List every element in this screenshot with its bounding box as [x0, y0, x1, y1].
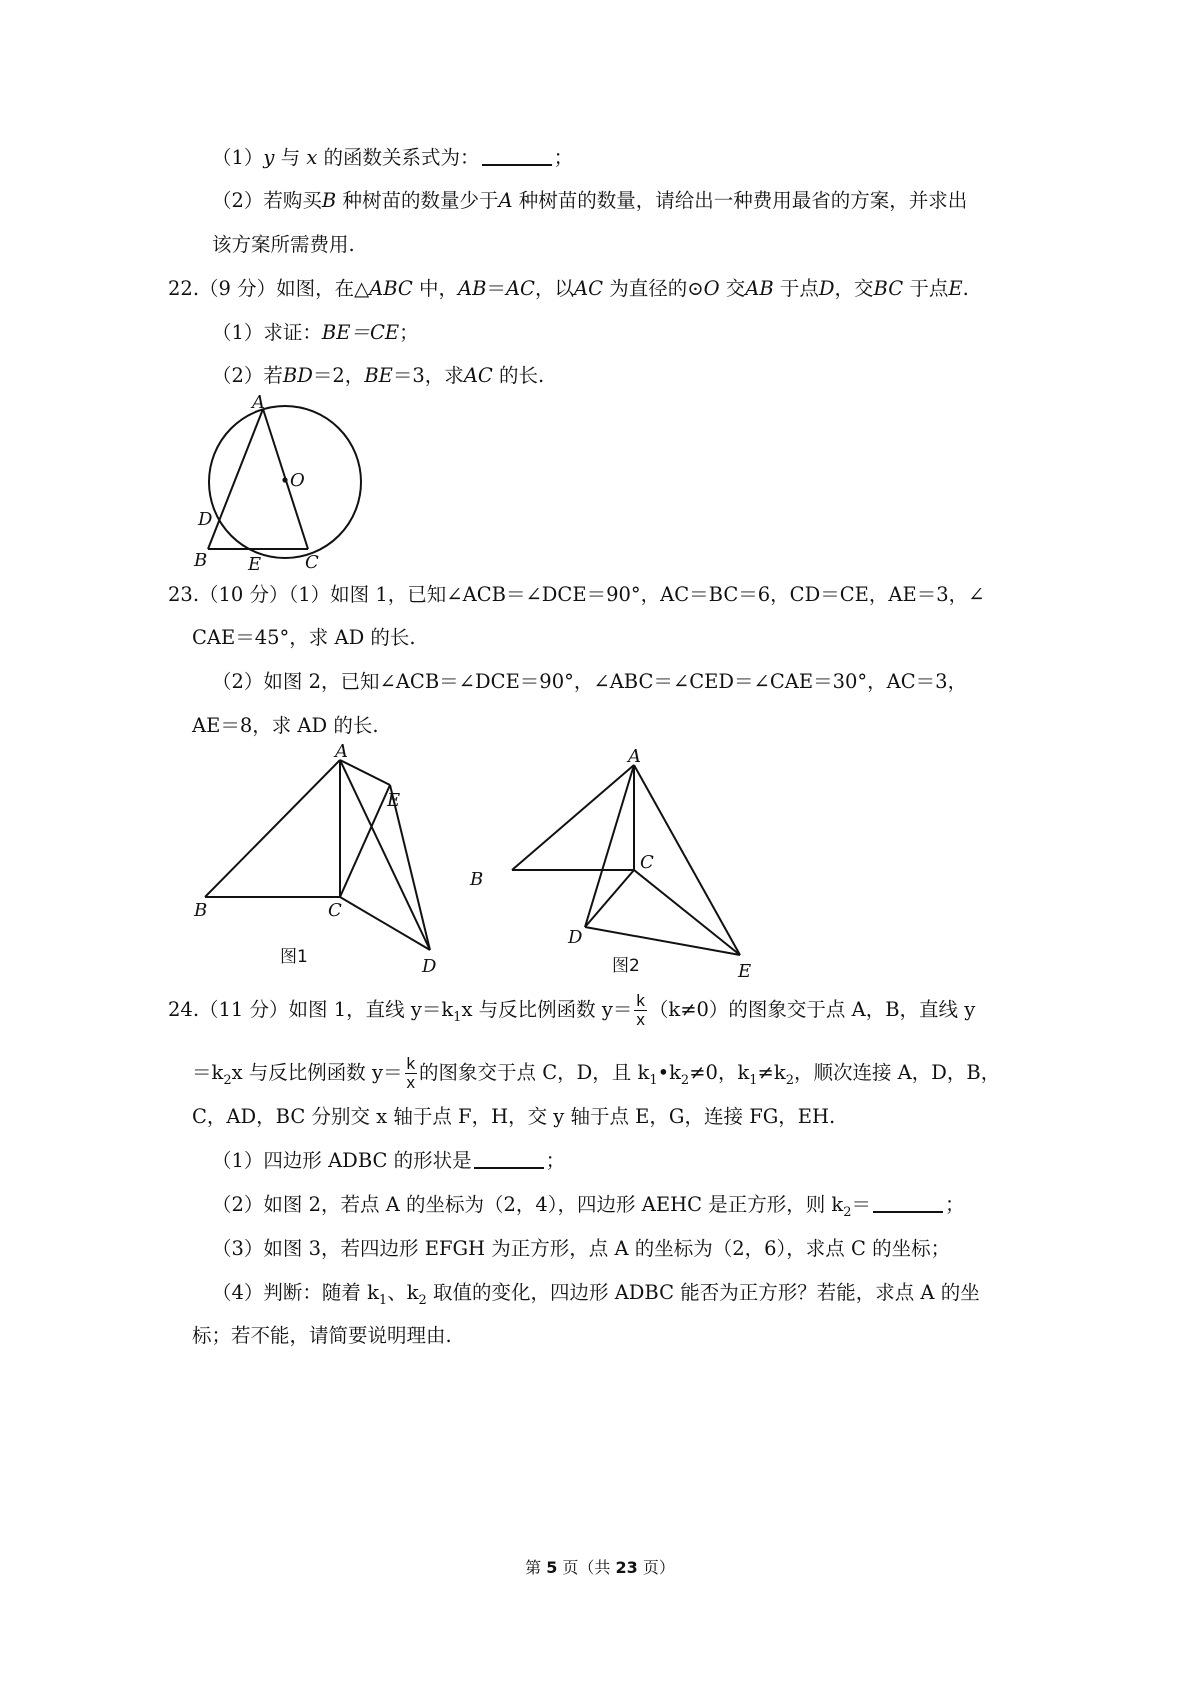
- footer-c: 页）: [637, 1558, 675, 1577]
- var-x: x: [306, 146, 318, 169]
- q24-l2-f: ≠k: [757, 1061, 786, 1084]
- q21-part1: [212, 145, 573, 171]
- q21-p1-mid: 与: [274, 146, 307, 169]
- q24-l2-e: ≠0，k: [689, 1061, 750, 1084]
- var-y: y: [263, 146, 275, 169]
- q22-part1: [212, 320, 419, 346]
- segment-ab: [208, 409, 263, 549]
- q22-p1-expr: BE＝CE: [321, 321, 400, 344]
- f1-ad: [340, 760, 430, 950]
- q24-p4-s2: 2: [418, 1292, 427, 1308]
- q22-h-d: ，以: [534, 277, 574, 300]
- f2-label-e: E: [738, 961, 752, 982]
- q24-part4-cont: 标；若不能，请简要说明理由.: [192, 1324, 452, 1347]
- q24-l1-a: 24.（11 分）如图 1，直线 y＝k: [168, 998, 454, 1021]
- q24-l2-a: ＝k: [192, 1061, 224, 1084]
- var-B: B: [321, 189, 337, 212]
- center-point: [282, 477, 287, 482]
- q24-sub-1: 1: [453, 1009, 462, 1025]
- q22-p2-BD: BD: [282, 364, 313, 387]
- q23-line1: 23.（10 分）（1）如图 1，已知∠ACB＝∠DCE＝90°，AC＝BC＝6，CD＝CE，AE＝3，∠: [168, 583, 985, 606]
- q24-p1-a: （1）四边形 ADBC 的形状是: [212, 1149, 472, 1172]
- f1-ab: [205, 760, 340, 897]
- frac-numerator: k: [636, 991, 645, 1010]
- f2-cd: [585, 870, 634, 927]
- label-d: D: [198, 509, 213, 530]
- q22-p2-b: ＝2，: [312, 364, 365, 387]
- q21-p1-prefix: （1）: [212, 146, 264, 169]
- q23-line2: CAE＝45°，求 AD 的长.: [192, 626, 416, 649]
- figure-1-caption: 图1: [280, 947, 308, 967]
- label-a: A: [252, 392, 265, 413]
- var-A: A: [498, 189, 513, 212]
- q22-h-i: 于点: [903, 277, 949, 300]
- fraction-k-over-x-2: [405, 1055, 418, 1092]
- q24-l2-g: ，顺次连接 A，D，B，: [793, 1061, 1001, 1084]
- q23-line3: （2）如图 2，已知∠ACB＝∠DCE＝90°，∠ABC＝∠CED＝∠CAE＝30°，AC＝3，: [212, 670, 968, 693]
- label-b: B: [194, 550, 208, 571]
- f1-ce: [340, 785, 390, 897]
- q24-l2-s1: 1: [649, 1072, 658, 1088]
- q22-p2-c: ＝3，求: [392, 364, 464, 387]
- f1-label-b: B: [194, 900, 208, 921]
- q22-h-f: 交: [719, 277, 746, 300]
- q22-header: [168, 276, 969, 302]
- q22-h-ABC: ABC: [369, 277, 413, 300]
- f2-label-d: D: [568, 927, 583, 948]
- q24-l2-s3: 1: [749, 1072, 758, 1088]
- q23-figure2: [470, 745, 800, 985]
- q22-p1-end: ；: [399, 321, 419, 344]
- q21-p2-b: 种树苗的数量少于: [336, 189, 499, 212]
- q24-l2-sub: 2: [223, 1072, 232, 1088]
- q21-part2: [212, 188, 967, 214]
- q24-l2-s4: 2: [785, 1072, 794, 1088]
- f1-label-c: C: [328, 900, 342, 921]
- q22-h-AB1: AB: [458, 277, 487, 300]
- f2-label-a: A: [628, 746, 641, 767]
- q22-h-BC: BC: [873, 277, 904, 300]
- q24-p4-b: 、k: [387, 1281, 419, 1304]
- q24-l2-d: •k: [657, 1061, 681, 1084]
- footer-a: 第: [525, 1558, 547, 1577]
- f2-ad: [585, 765, 634, 927]
- q22-h-AC2: AC: [574, 277, 604, 300]
- q22-part2: [212, 363, 544, 389]
- q22-h-E: E: [948, 277, 963, 300]
- q22-h-AB2: AB: [745, 277, 774, 300]
- q22-p1-a: （1）求证：: [212, 321, 322, 344]
- q24-l1-c: （k≠0）的图象交于点 A，B，直线 y: [648, 998, 976, 1021]
- q22-p2-d: 的长.: [492, 364, 545, 387]
- page-number: 5: [546, 1558, 558, 1577]
- f1-label-d: D: [422, 956, 437, 977]
- q22-figure: [180, 392, 410, 582]
- q24-part2: [212, 1192, 965, 1226]
- footer-b: 页（共: [557, 1558, 616, 1577]
- q22-h-j: .: [962, 277, 969, 300]
- q22-h-O: O: [703, 277, 720, 300]
- q24-p4-c: 取值的变化，四边形 ADBC 能否为正方形？若能，求点 A 的坐: [426, 1281, 980, 1304]
- q22-p2-a: （2）若: [212, 364, 283, 387]
- q24-l2-s2: 2: [680, 1072, 690, 1088]
- q22-h-a: 22.（9 分）如图，在△: [168, 277, 370, 300]
- answer-blank-3[interactable]: [873, 1193, 943, 1213]
- fraction-k-over-x: [634, 992, 647, 1029]
- q24-line1: [168, 992, 975, 1031]
- f2-label-c: C: [640, 852, 654, 873]
- q22-h-D: D: [818, 277, 835, 300]
- f1-ae: [340, 760, 390, 785]
- answer-blank-2[interactable]: [474, 1149, 544, 1169]
- q21-p2-c: 种树苗的数量，请给出一种费用最省的方案，并求出: [512, 189, 968, 212]
- answer-blank[interactable]: [482, 146, 552, 166]
- label-o: O: [290, 470, 305, 491]
- q21-p1-end: ；: [553, 146, 574, 169]
- q21-part2-cont: 该方案所需费用.: [212, 233, 355, 256]
- q22-p2-AC: AC: [463, 364, 493, 387]
- frac-numerator-2: k: [406, 1054, 416, 1073]
- q24-part1: [212, 1148, 565, 1174]
- q24-p4-a: （4）判断：随着 k: [212, 1281, 379, 1304]
- q24-p1-end: ；: [545, 1149, 566, 1172]
- label-e: E: [248, 554, 262, 575]
- q24-l2-c: 的图象交于点 C，D，且 k: [419, 1061, 650, 1084]
- f1-label-e: E: [387, 790, 401, 811]
- frac-denominator: x: [636, 1010, 645, 1029]
- q23-line4: AE＝8，求 AD 的长.: [192, 714, 379, 737]
- q22-h-c: ＝: [486, 277, 506, 300]
- q22-p2-BE: BE: [364, 364, 393, 387]
- frac-denominator-2: x: [406, 1073, 416, 1092]
- q22-h-e: 为直径的⊙: [603, 277, 704, 300]
- q23-figure1: [185, 740, 465, 980]
- q22-h-b: 中，: [412, 277, 459, 300]
- q24-line2: [192, 1055, 1000, 1094]
- q24-l2-b: x 与反比例函数 y＝: [231, 1061, 403, 1084]
- f1-label-a: A: [335, 741, 348, 762]
- q22-h-g: 于点: [773, 277, 819, 300]
- f2-ab: [512, 765, 634, 870]
- q24-p2-sub: 2: [843, 1204, 852, 1220]
- q24-line3: C，AD，BC 分别交 x 轴于点 F，H，交 y 轴于点 E，G，连接 FG，EH.: [192, 1105, 836, 1128]
- page-total: 23: [615, 1558, 638, 1577]
- f2-label-b: B: [470, 869, 484, 890]
- q21-p2-a: （2）若购买: [212, 189, 322, 212]
- q22-h-h: ，交: [834, 277, 874, 300]
- q22-h-AC1: AC: [505, 277, 535, 300]
- q24-p4-s1: 1: [378, 1292, 388, 1308]
- q24-p2-b: ＝: [851, 1193, 872, 1216]
- page-footer: [0, 1555, 1200, 1578]
- q24-part4: [212, 1280, 980, 1314]
- q24-part3: （3）如图 3，若四边形 EFGH 为正方形，点 A 的坐标为（2，6），求点 C 的坐标；: [212, 1237, 951, 1260]
- f2-ce: [634, 870, 740, 955]
- figure-2-caption: 图2: [612, 956, 640, 976]
- q24-l1-b: x 与反比例函数 y＝: [461, 998, 633, 1021]
- q21-p1-text: 的函数关系式为：: [317, 146, 480, 169]
- label-c: C: [305, 552, 319, 573]
- q24-p2-a: （2）如图 2，若点 A 的坐标为（2，4），四边形 AEHC 是正方形，则 k: [212, 1193, 844, 1216]
- q24-p2-end: ；: [945, 1193, 965, 1216]
- f2-de: [585, 927, 740, 955]
